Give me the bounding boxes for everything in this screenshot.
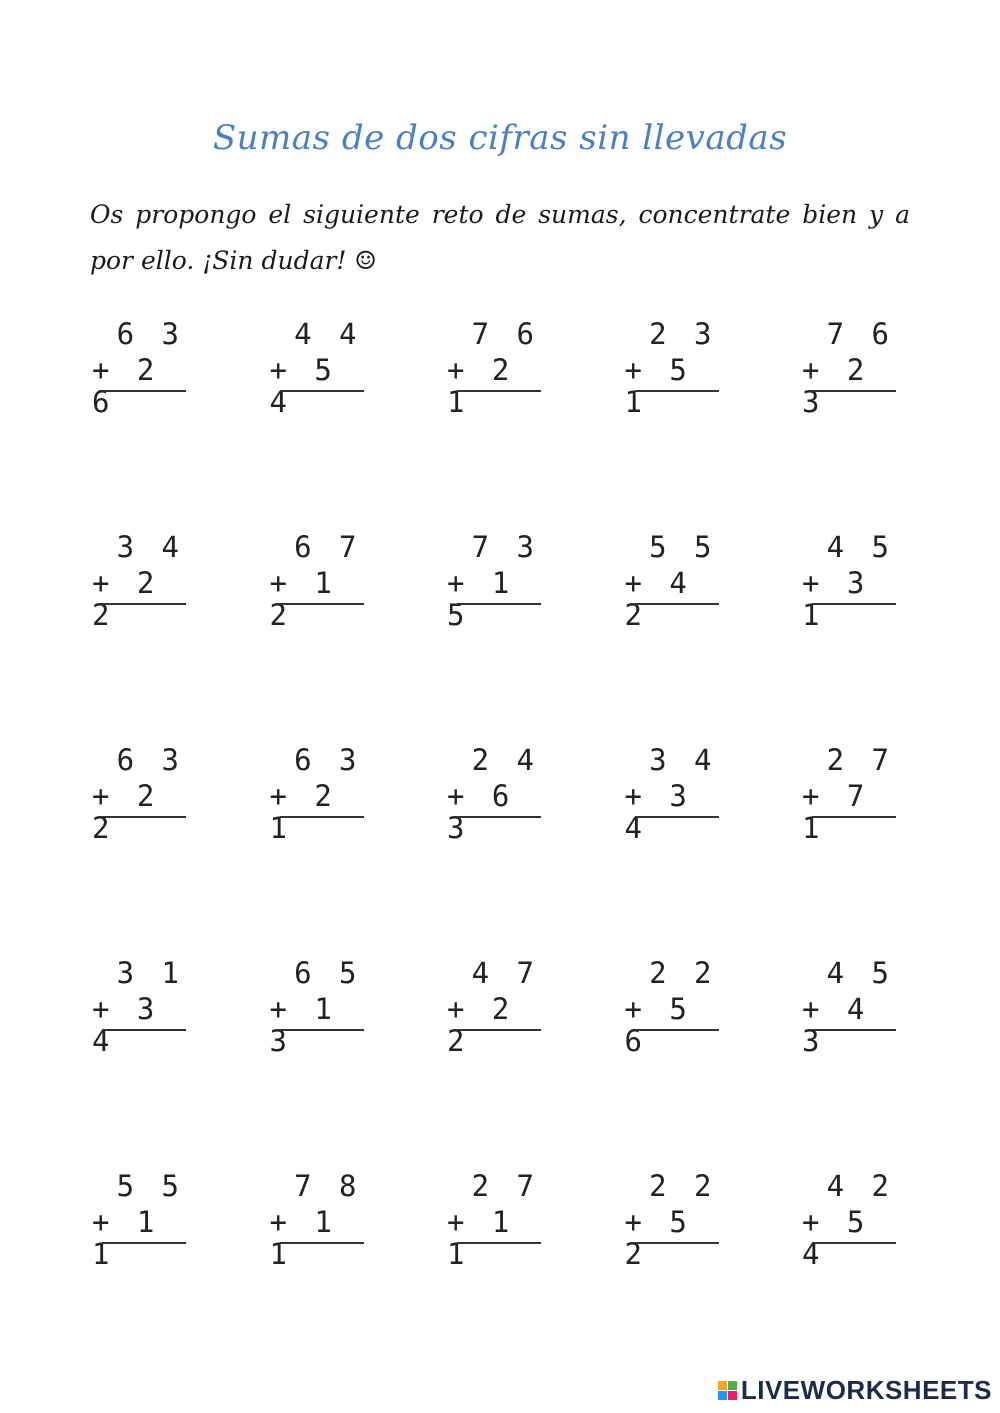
addend-top: 6 3 — [294, 743, 362, 777]
addition-problem — [802, 953, 894, 1058]
logo-square — [728, 1381, 737, 1390]
logo-square — [718, 1391, 727, 1400]
addend-bottom: + 5 2 — [624, 1205, 692, 1271]
addend-top: 2 4 — [471, 743, 539, 777]
intro-text: Os propongo el siguiente reto de sumas, concentrate bien y a por ello. ¡Sin dudar! ☺ — [90, 200, 910, 275]
addend-bottom: + 2 6 — [92, 353, 160, 419]
addition-problem — [447, 527, 539, 632]
addition-problem — [269, 953, 362, 1058]
sum-line — [102, 816, 186, 818]
addend-bottom: + 2 1 — [269, 779, 337, 845]
addend-bottom: + 1 5 — [447, 566, 515, 632]
sum-line — [812, 390, 896, 392]
logo-square — [718, 1381, 727, 1390]
addend-bottom: + 5 6 — [624, 992, 692, 1058]
addend-bottom: + 3 4 — [92, 992, 160, 1058]
addend-top: 7 3 — [471, 530, 539, 564]
addition-problem — [624, 1166, 717, 1271]
addition-problem — [269, 527, 362, 632]
addition-problem — [447, 314, 539, 419]
addend-top: 2 2 — [649, 956, 717, 990]
sum-line — [457, 1029, 541, 1031]
logo-text: LIVEWORKSHEETS — [740, 1375, 992, 1405]
sum-line — [635, 1029, 719, 1031]
sum-line — [635, 603, 719, 605]
addend-bottom: + 2 1 — [447, 353, 515, 419]
addend-top: 4 5 — [826, 956, 894, 990]
addition-problem — [447, 1166, 539, 1271]
addend-bottom: + 1 3 — [269, 992, 337, 1058]
addend-top: 3 4 — [116, 530, 184, 564]
addend-top: 3 4 — [649, 743, 717, 777]
liveworksheets-logo-icon — [718, 1381, 737, 1400]
sum-line — [635, 390, 719, 392]
addend-top: 7 6 — [826, 317, 894, 351]
addend-top: 5 5 — [116, 1169, 184, 1203]
addend-top: 2 7 — [826, 743, 894, 777]
addition-problem — [92, 314, 184, 419]
addend-bottom: + 1 1 — [447, 1205, 515, 1271]
addend-bottom: + 1 1 — [269, 1205, 337, 1271]
addend-top: 2 2 — [649, 1169, 717, 1203]
sum-line — [280, 1242, 364, 1244]
addend-top: 6 3 — [116, 317, 184, 351]
addend-top: 4 7 — [471, 956, 539, 990]
sum-line — [812, 603, 896, 605]
addition-problem — [92, 527, 184, 632]
addition-problem — [624, 740, 717, 845]
addition-problem — [624, 527, 717, 632]
addend-bottom: + 5 4 — [802, 1205, 870, 1271]
addend-bottom: + 2 2 — [92, 566, 160, 632]
sum-line — [280, 390, 364, 392]
sum-line — [280, 1029, 364, 1031]
sum-line — [457, 1242, 541, 1244]
addend-bottom: + 4 2 — [624, 566, 692, 632]
addend-top: 6 7 — [294, 530, 362, 564]
addition-problem — [624, 314, 717, 419]
addition-problem — [802, 1166, 894, 1271]
addition-problem — [92, 740, 184, 845]
sum-line — [102, 1029, 186, 1031]
addend-top: 4 2 — [826, 1169, 894, 1203]
addend-top: 4 4 — [294, 317, 362, 351]
addend-top: 7 6 — [471, 317, 539, 351]
addend-bottom: + 6 3 — [447, 779, 515, 845]
sum-line — [457, 603, 541, 605]
addend-bottom: + 2 2 — [447, 992, 515, 1058]
addend-top: 2 7 — [471, 1169, 539, 1203]
addend-top: 3 1 — [116, 956, 184, 990]
addend-top: 6 5 — [294, 956, 362, 990]
sum-line — [635, 1242, 719, 1244]
addend-bottom: + 7 1 — [802, 779, 870, 845]
addition-problem — [624, 953, 717, 1058]
sum-line — [280, 816, 364, 818]
addend-top: 2 3 — [649, 317, 717, 351]
logo-square — [728, 1391, 737, 1400]
addend-bottom: + 4 3 — [802, 992, 870, 1058]
page-title: Sumas de dos cifras sin llevadas — [212, 118, 788, 158]
addend-top: 4 5 — [826, 530, 894, 564]
addition-problem — [92, 1166, 184, 1271]
addend-bottom: + 3 1 — [802, 566, 870, 632]
addition-problem — [802, 740, 894, 845]
sum-line — [102, 390, 186, 392]
sum-line — [102, 603, 186, 605]
addition-problem — [269, 1166, 362, 1271]
sum-line — [812, 1242, 896, 1244]
sum-line — [457, 390, 541, 392]
addend-top: 6 3 — [116, 743, 184, 777]
sum-line — [812, 816, 896, 818]
addend-top: 5 5 — [649, 530, 717, 564]
problems-grid — [92, 314, 922, 1379]
sum-line — [635, 816, 719, 818]
addend-bottom: + 2 2 — [92, 779, 160, 845]
addend-bottom: + 5 1 — [624, 353, 692, 419]
addend-bottom: + 3 4 — [624, 779, 692, 845]
addend-bottom: + 1 2 — [269, 566, 337, 632]
addition-problem — [802, 527, 894, 632]
sum-line — [102, 1242, 186, 1244]
sum-line — [812, 1029, 896, 1031]
sum-line — [280, 603, 364, 605]
addend-top: 7 8 — [294, 1169, 362, 1203]
addition-problem — [269, 740, 362, 845]
addition-problem — [269, 314, 362, 419]
addend-bottom: + 5 4 — [269, 353, 337, 419]
liveworksheets-logo[interactable] — [718, 1375, 992, 1406]
addend-bottom: + 2 3 — [802, 353, 870, 419]
addition-problem — [447, 953, 539, 1058]
addition-problem — [92, 953, 184, 1058]
addition-problem — [447, 740, 539, 845]
addend-bottom: + 1 1 — [92, 1205, 160, 1271]
sum-line — [457, 816, 541, 818]
addition-problem — [802, 314, 894, 419]
